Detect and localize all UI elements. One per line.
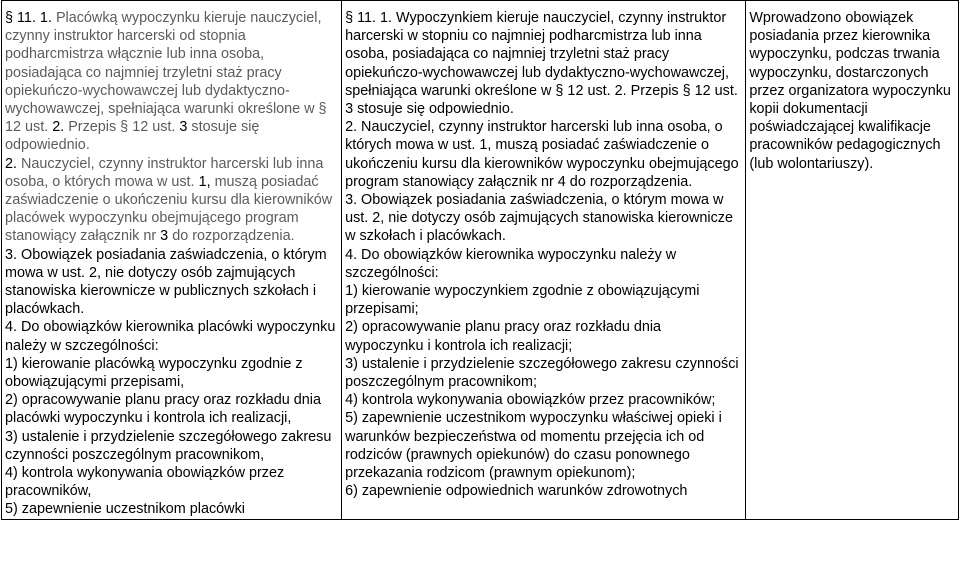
table-row [2, 1, 959, 520]
text-segment: 3 [160, 228, 173, 245]
text-segment: muszą posiadać zaświadczenie o ukończeniu kursu dla kierowników placówek wypoczynku obejmującego program stanowiący załącznik nr [5, 173, 333, 245]
list-item: 6) zapewnienie odpowiednich warunków zdrowotnych [345, 483, 688, 500]
text-segment: 2. [52, 119, 69, 136]
text-segment: Nauczyciel, czynny instruktor harcerski lub inna osoba, o których mowa w ust. [5, 155, 324, 190]
text-segment: 1, [198, 173, 215, 190]
text-segment: § 11. 1. [5, 10, 56, 26]
paragraph: § 11. 1. Wypoczynkiem kieruje nauczyciel, czynny instruktor harcerski w stopniu co najmniej podharcmistrza lub inna osoba, posiadająca co najmniej trzyletni staż pracy opiekuńczo-wychowawczej lub dydaktyczno-wychowawczej, spełniająca warunki określone w § 12 ust. 2. Przepis § 12 ust. 3 stosuje się odpowiednio. [345, 10, 738, 118]
comment-cell [746, 1, 959, 520]
old-regulation-text [5, 9, 338, 519]
text-segment: 1) kierowanie placówką wypoczynku zgodnie z obowiązującymi przepisami, 2) opracowywanie planu pracy oraz rozkładu dnia placówki wypoczynku i kontrola ich realizacji, 3) ustalenie i przydzielenie szczegółowego zakresu czynności poszczególnym pracownikom, 4) kontrola wykonywania obowiązków przez pracowników, 5) zapewnienie uczestnikom placówki [5, 355, 332, 518]
text-segment: stosuje się odpowiednio. [5, 119, 260, 154]
list-item: 1) kierowanie wypoczynkiem zgodnie z obowiązującymi przepisami; [345, 283, 700, 318]
list-item: 4) kontrola wykonywania obowiązków przez pracowników; [345, 392, 716, 409]
text-segment: do rozporządzenia. [172, 228, 295, 245]
list-item: 2) opracowywanie planu pracy oraz rozkładu dnia wypoczynku i kontrola ich realizacji; [345, 319, 662, 354]
text-segment: Do obowiązków kierownika placówki wypoczynku należy w szczególności: [5, 319, 336, 354]
paragraph: 3. Obowiązek posiadania zaświadczenia, o którym mowa w ust. 2, nie dotyczy osób zajmujących stanowiska kierownicze w szkołach i placówkach. [345, 192, 733, 245]
paragraph: 4. Do obowiązków kierownika wypoczynku należy w szczególności: [345, 246, 677, 281]
text-segment: 3 [179, 119, 192, 136]
text-segment: Przepis § 12 ust. [68, 119, 180, 136]
list-item: 5) zapewnienie uczestnikom wypoczynku właściwej opieki i warunków bezpieczeństwa od momentu przejęcia ich od rodziców (prawnych opiekunów) do czasu ponownego przekazania rodzicom (prawnym opiekunom); [345, 410, 722, 482]
text-segment: 3. Obowiązek posiadania zaświadczenia, o którym mowa w ust. 2, nie dotyczy osób zajmujących stanowiska kierownicze w publicznych szkołach i placówkach. 4. [5, 246, 327, 336]
text-segment: 2. [5, 155, 21, 172]
old-regulation-cell [2, 1, 342, 520]
text-segment: Placówką wypoczynku kieruje nauczyciel, czynny instruktor harcerski od stopnia podharcmistrza włącznie lub inna osoba, posiadająca co najmniej trzyletni staż pracy opiekuńczo-wychowawczej lub dydaktyczno-wychowawczej, spełniająca warunki określone w § 12 ust. [5, 10, 327, 136]
comment-text: Wprowadzono obowiązek posiadania przez kierownika wypoczynku, podczas trwania wypoczynku, dostarczonych przez organizatora wypoczynku kopii dokumentacji poświadczającej kwalifikacje pracowników pedagogicznych (lub wolontariuszy). [749, 10, 951, 172]
paragraph: 2. Nauczyciel, czynny instruktor harcerski lub inna osoba, o których mowa w ust. 1, muszą posiadać zaświadczenie o ukończeniu kursu dla kierowników wypoczynku obejmującego program stanowiący załącznik nr 4 do rozporządzenia. [345, 119, 739, 190]
comparison-table [1, 0, 959, 520]
list-item: 3) ustalenie i przydzielenie szczegółowego zakresu czynności poszczególnym pracownikom; [345, 355, 739, 391]
new-regulation-cell [342, 1, 746, 520]
